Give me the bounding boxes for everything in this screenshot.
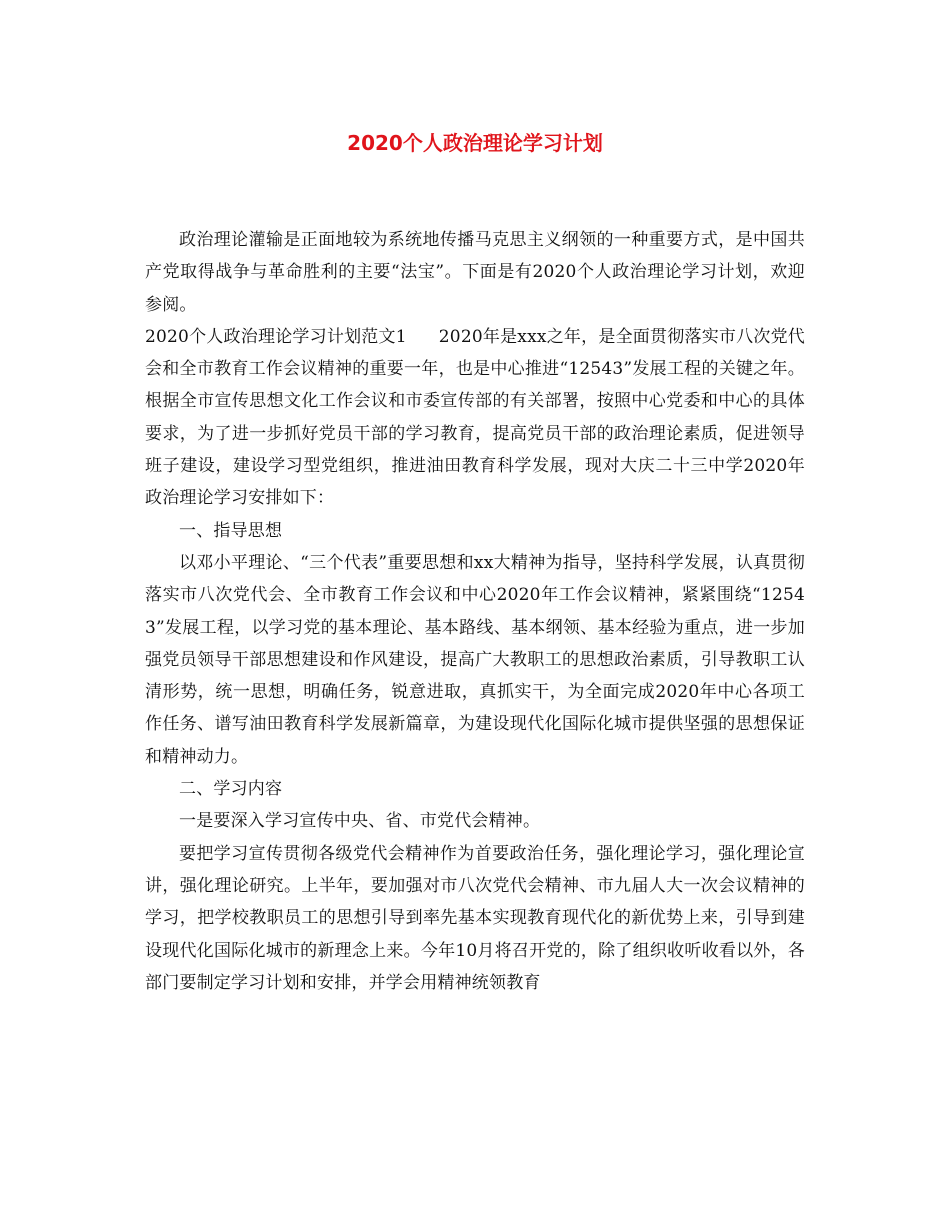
paragraph-study-point-1: 一是要深入学习宣传中央、省、市党代会精神。: [179, 811, 541, 832]
sample-body: 2020年是xxx之年，是全面贯彻落实市八次党代会和全市教育工作会议精神的重要一年，也是中心推进“12543”发展工程的关键之年。根据全市宣传思想文化工作会议和市委宣传部的有关部署，按照中心党委和中心的具体要求，为了进一步抓好党员干部的学习教育，提高党员干部的政治理论素质，促进领导班子建设，建设学习型党组织，推进油田教育科学发展，现对大庆二十三中学2020年政治理论学习安排如下：: [145, 326, 806, 509]
paragraph-intro: 政治理论灌输是正面地较为系统地传播马克思主义纲领的一种重要方式，是中国共产党取得战争与革命胜利的主要“法宝”。下面是有2020个人政治理论学习计划，欢迎参阅。: [145, 230, 805, 315]
document-title: 2020个人政治理论学习计划: [347, 131, 603, 155]
paragraph-sample-1: [145, 321, 805, 515]
paragraph-guiding-thought: 以邓小平理论、“三个代表”重要思想和xx大精神为指导，坚持科学发展，认真贯彻落实市八次党代会、全市教育工作会议和中心2020年工作会议精神，紧紧围绕“12543”发展工程，以学习党的基本理论、基本路线、基本纲领、基本经验为重点，进一步加强党员领导干部思想建设和作风建设，提高广大教职工的思想政治素质，引导教职工认清形势，统一思想，明确任务，锐意进取，真抓实干，为全面完成2020年中心各项工作任务、谱写油田教育科学发展新篇章，为建设现代化国际化城市提供坚强的思想保证和精神动力。: [145, 552, 805, 767]
section-heading-guiding-thought: 一、指导思想: [179, 520, 283, 541]
section-heading-study-content: 二、学习内容: [179, 779, 283, 800]
sample-heading: 2020个人政治理论学习计划范文1: [145, 326, 407, 347]
paragraph-study-detail: 要把学习宣传贯彻各级党代会精神作为首要政治任务，强化理论学习，强化理论宣讲，强化理论研究。上半年，要加强对市八次党代会精神、市九届人大一次会议精神的学习，把学校教职员工的思想引导到率先基本实现教育现代化的新优势上来，引导到建设现代化国际化城市的新理念上来。今年10月将召开党的，除了组织收听收看以外，各部门要制定学习计划和安排，并学会用精神统领教育: [145, 843, 805, 993]
document-page: [145, 128, 805, 999]
